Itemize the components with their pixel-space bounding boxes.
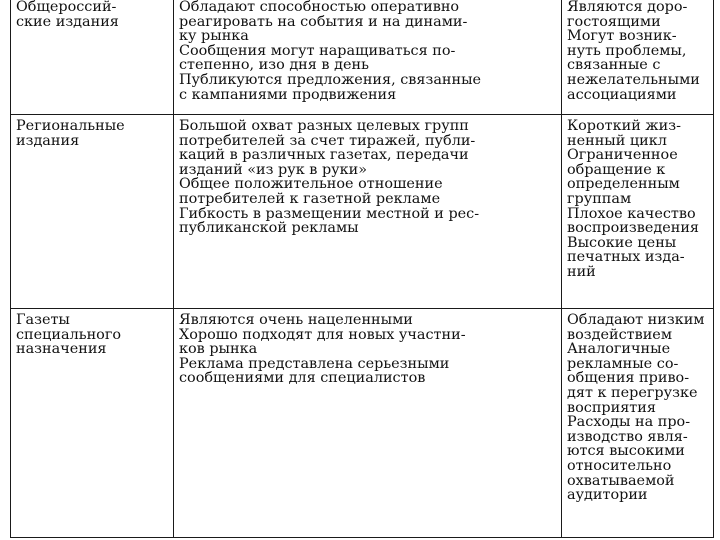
table-row xyxy=(11,115,714,309)
cell-line: ненный цикл xyxy=(567,132,667,149)
cell-line: Короткий жиз- xyxy=(567,118,681,134)
cell-line: воспроизведения xyxy=(567,220,699,237)
cell-line: публиканской рекламы xyxy=(179,220,359,237)
cell-line: ку рынка xyxy=(179,28,249,45)
cell-line: Расходы на про- xyxy=(567,414,691,431)
cell-line: обращение к xyxy=(567,161,666,178)
cell-line: Плохое качество xyxy=(567,205,696,222)
cell-line: Гибкость в размещении местной и рес- xyxy=(179,205,480,222)
cell-line: Большой охват разных целевых групп xyxy=(179,118,469,134)
type-cell xyxy=(11,309,174,538)
cell-line: нуть проблемы, xyxy=(567,42,687,59)
cell-line: ские издания xyxy=(16,13,119,30)
cell-line: Реклама представлена серьезными xyxy=(179,355,450,372)
cell-line: Аналогичные xyxy=(567,341,671,358)
cell-line: сообщениями для специалистов xyxy=(179,370,426,387)
cell-line: ассоциациями xyxy=(567,86,677,103)
cell-line: изданий «из рук в руки» xyxy=(179,161,368,178)
table-row xyxy=(11,309,714,538)
cell-line: Являются доро- xyxy=(567,0,688,15)
cell-line: издания xyxy=(16,132,80,149)
cell-line: восприятия xyxy=(567,399,656,416)
cell-line: назначения xyxy=(16,341,107,358)
cell-line: группам xyxy=(567,190,632,207)
type-cell xyxy=(11,0,174,115)
cell-line: общения приво- xyxy=(567,370,690,387)
cell-line: нежелательными xyxy=(567,71,700,88)
cell-line: потребителей к газетной рекламе xyxy=(179,190,441,207)
advantages-cell xyxy=(174,0,562,115)
cell-line: рекламные со- xyxy=(567,355,679,372)
cell-line: Общероссий- xyxy=(16,0,117,15)
table-row xyxy=(11,0,714,115)
cell-line: Газеты xyxy=(16,312,70,328)
cell-line: потребителей за счет тиражей, публи- xyxy=(179,132,476,149)
cell-line: Являются очень нацеленными xyxy=(179,312,413,328)
disadvantages-cell xyxy=(562,115,714,309)
cell-line: гостоящими xyxy=(567,13,661,30)
cell-line: определенным xyxy=(567,176,680,193)
cell-line: Публикуются предложения, связанные xyxy=(179,71,482,88)
cell-line: реагировать на события и на динами- xyxy=(179,13,468,30)
cell-line: печатных изда- xyxy=(567,249,685,266)
cell-line: Общее положительное отношение xyxy=(179,176,443,193)
cell-line: специального xyxy=(16,326,122,343)
cell-line: Могут возник- xyxy=(567,28,677,45)
cell-line: Обладают способностью оперативно xyxy=(179,0,460,15)
cell-line: с кампаниями продвижения xyxy=(179,86,397,103)
cell-line: аудитории xyxy=(567,487,648,504)
disadvantages-cell xyxy=(562,309,714,538)
cell-line: Обладают низким xyxy=(567,312,705,328)
advantages-cell xyxy=(174,115,562,309)
cell-line: относительно xyxy=(567,457,672,474)
cell-line: ются высокими xyxy=(567,443,685,460)
cell-line: степенно, изо дня в день xyxy=(179,57,369,74)
type-cell xyxy=(11,115,174,309)
cell-line: дят к перегрузке xyxy=(567,384,698,401)
disadvantages-cell xyxy=(562,0,714,115)
cell-line: ний xyxy=(567,263,596,280)
cell-line: Сообщения могут наращиваться по- xyxy=(179,42,456,59)
cell-line: Высокие цены xyxy=(567,234,677,251)
cell-line: изводство явля- xyxy=(567,428,688,445)
cell-line: ков рынка xyxy=(179,341,258,358)
cell-line: воздействием xyxy=(567,326,673,343)
cell-line: Ограниченное xyxy=(567,147,678,164)
newspaper-comparison-table xyxy=(10,0,714,538)
cell-line: связанные с xyxy=(567,57,661,74)
cell-line: Региональные xyxy=(16,118,125,134)
cell-line: каций в различных газетах, передачи xyxy=(179,147,469,164)
cell-line: Хорошо подходят для новых участни- xyxy=(179,326,466,343)
cell-line: охватываемой xyxy=(567,472,675,489)
advantages-cell xyxy=(174,309,562,538)
